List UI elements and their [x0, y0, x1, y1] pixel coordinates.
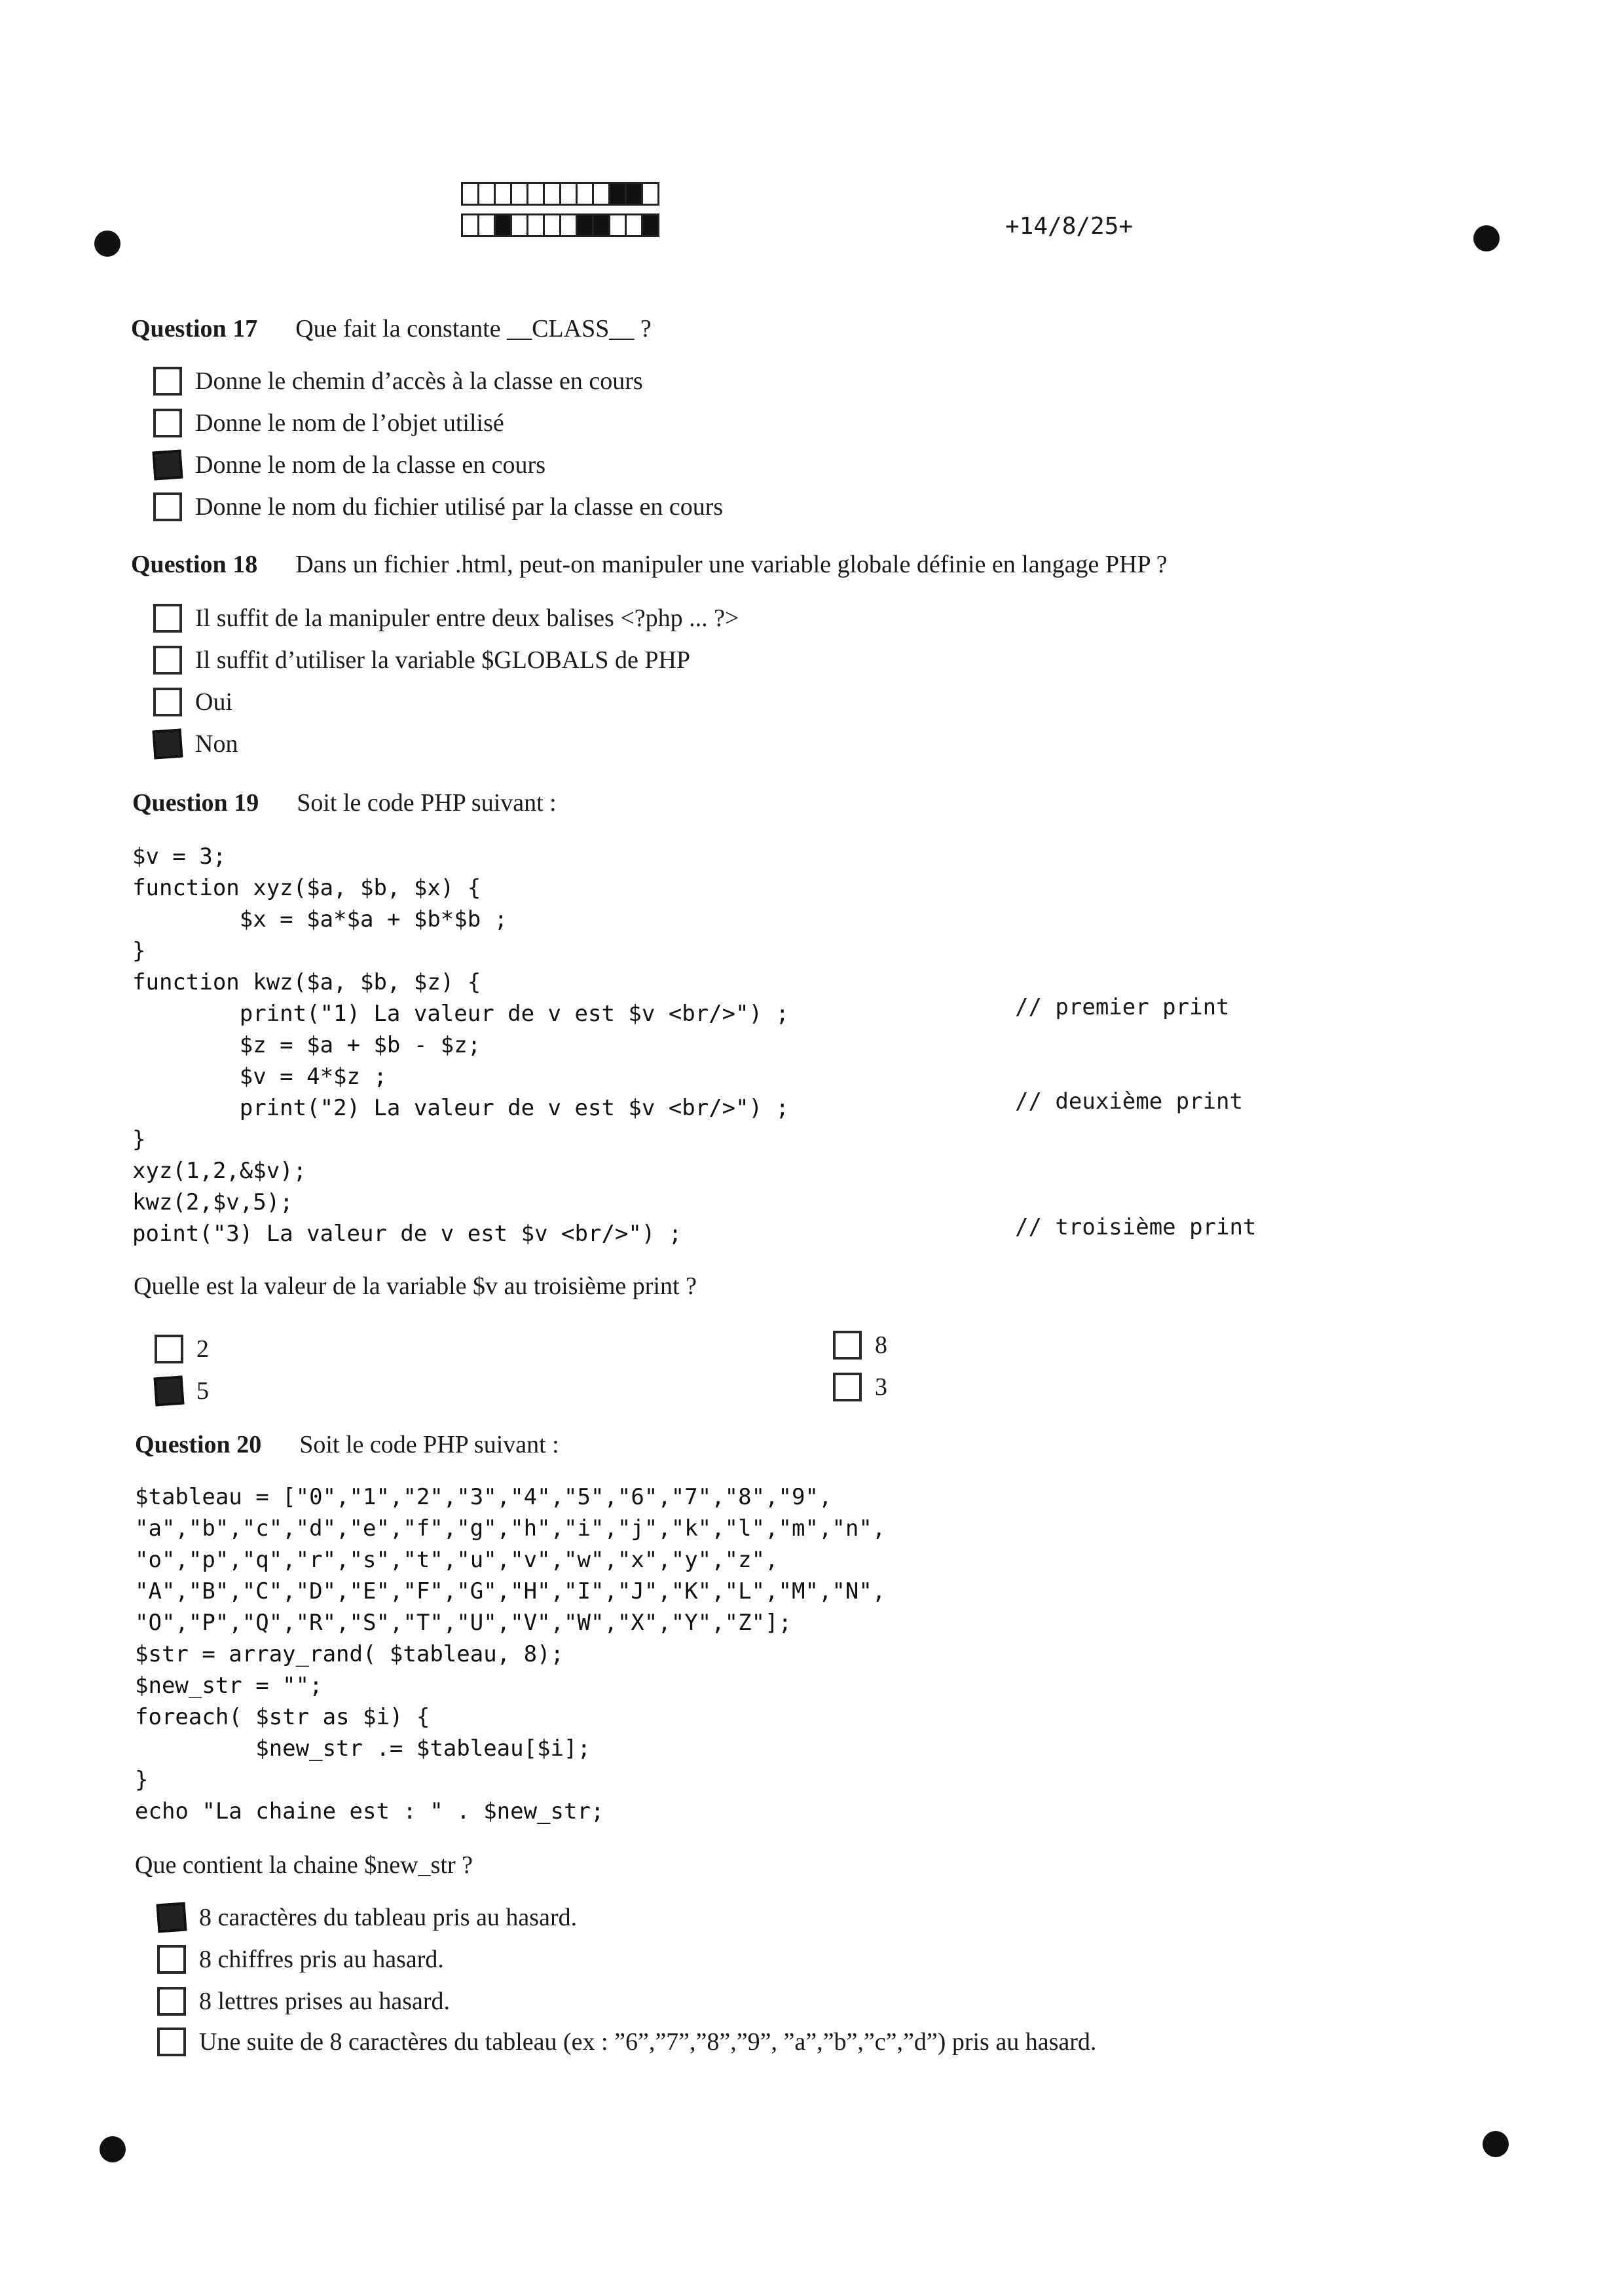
question-19-subquestion: Quelle est la valeur de la variable $v au troisième print ? — [134, 1272, 697, 1300]
checkbox[interactable] — [153, 450, 183, 481]
question-prompt: Que fait la constante __CLASS__ ? — [295, 315, 652, 343]
id-code-row-1 — [461, 182, 657, 206]
id-code-cell — [576, 213, 594, 237]
question-20-header — [135, 1430, 559, 1459]
question-20-subquestion: Que contient la chaine $new_str ? — [135, 1851, 473, 1879]
q18-option-4[interactable] — [153, 730, 238, 758]
question-number: Question 19 — [132, 789, 259, 817]
id-code-cell — [510, 213, 528, 237]
id-code-cell — [625, 213, 643, 237]
id-code-cell — [641, 182, 659, 206]
option-label: 5 — [196, 1377, 209, 1405]
code-comment-2: // deuxième print — [1015, 1088, 1243, 1115]
question-number: Question 20 — [135, 1431, 262, 1458]
checkbox[interactable] — [153, 604, 182, 633]
q18-option-3[interactable] — [153, 688, 232, 716]
question-prompt: Soit le code PHP suivant : — [297, 789, 557, 817]
option-label: Oui — [195, 688, 232, 716]
checkbox[interactable] — [153, 688, 182, 716]
checkbox[interactable] — [153, 367, 182, 396]
code-comment-1: // premier print — [1015, 994, 1230, 1020]
checkbox[interactable] — [157, 2028, 186, 2056]
checkbox[interactable] — [155, 1335, 183, 1363]
checkbox[interactable] — [153, 409, 182, 437]
id-code-cell — [559, 213, 578, 237]
q19-option-8[interactable] — [833, 1331, 887, 1360]
page-code: +14/8/25+ — [1005, 213, 1134, 240]
id-code-cell — [625, 182, 643, 206]
q19-option-5[interactable] — [155, 1377, 209, 1405]
option-label: Donne le nom de la classe en cours — [195, 451, 545, 479]
q20-option-3[interactable] — [157, 1987, 450, 2016]
id-code-cell — [494, 182, 512, 206]
id-code-cell — [592, 182, 610, 206]
registration-mark-top-left — [94, 231, 120, 257]
question-17-header — [131, 314, 652, 343]
checkbox[interactable] — [153, 729, 183, 760]
option-label: 3 — [875, 1373, 887, 1401]
id-code-cell — [494, 213, 512, 237]
q20-option-4[interactable] — [157, 2028, 1096, 2056]
q18-option-2[interactable] — [153, 646, 690, 675]
id-code-cell — [608, 182, 627, 206]
option-label: Il suffit d’utiliser la variable $GLOBALS de PHP — [195, 646, 691, 674]
q19-option-3[interactable] — [833, 1373, 887, 1401]
question-number: Question 18 — [131, 551, 258, 578]
id-code-cell — [477, 213, 496, 237]
id-code-cell — [576, 182, 594, 206]
option-label: 8 caractères du tableau pris au hasard. — [199, 1904, 578, 1931]
registration-mark-top-right — [1473, 225, 1500, 251]
q20-option-1[interactable] — [157, 1903, 577, 1932]
id-code-row-2 — [461, 213, 657, 237]
id-code-cell — [461, 182, 479, 206]
q17-option-4[interactable] — [153, 492, 723, 521]
option-label: Non — [195, 730, 238, 758]
option-label: 2 — [196, 1335, 209, 1363]
q17-option-1[interactable] — [153, 367, 643, 396]
id-code-cell — [608, 213, 627, 237]
checkbox[interactable] — [157, 1945, 186, 1974]
question-prompt: Soit le code PHP suivant : — [299, 1431, 559, 1458]
id-code-cell — [559, 182, 578, 206]
q19-option-2[interactable] — [155, 1335, 209, 1363]
checkbox[interactable] — [833, 1373, 862, 1401]
checkbox[interactable] — [153, 646, 182, 675]
checkbox[interactable] — [157, 1902, 187, 1933]
id-code-cell — [526, 213, 545, 237]
id-code-cell — [477, 182, 496, 206]
option-label: Donne le nom de l’objet utilisé — [195, 409, 504, 437]
option-label: Donne le chemin d’accès à la classe en cours — [195, 367, 643, 395]
checkbox[interactable] — [154, 1376, 185, 1407]
option-label: 8 — [875, 1331, 887, 1359]
code-comment-3: // troisième print — [1015, 1214, 1257, 1240]
checkbox[interactable] — [833, 1331, 862, 1360]
code-block-q19: $v = 3; function xyz($a, $b, $x) { $x = $a*$a + $b*$b ; } function kwz($a, $b, $z) { print("1) La valeur de v est $v <br/>") ; $z = $a + $b - $z; $v = 4*$z ; print("2) La valeur de v est $v <br/>") ; } xyz(1,2,&$v); kwz(2,$v,5); point("3) La valeur de v est $v <br/>") ; — [132, 843, 790, 1247]
option-label: 8 chiffres pris au hasard. — [199, 1946, 444, 1973]
question-19-header — [132, 788, 557, 817]
registration-mark-bottom-right — [1483, 2131, 1509, 2157]
option-label: Donne le nom du fichier utilisé par la classe en cours — [195, 493, 724, 521]
option-label: 8 lettres prises au hasard. — [199, 1988, 451, 2015]
id-code-cell — [641, 213, 659, 237]
id-code-cell — [543, 213, 561, 237]
question-18-header — [131, 550, 1168, 579]
id-code-cell — [543, 182, 561, 206]
id-code-cell — [592, 213, 610, 237]
q20-option-2[interactable] — [157, 1945, 444, 1974]
id-code-cell — [510, 182, 528, 206]
checkbox[interactable] — [153, 492, 182, 521]
q17-option-2[interactable] — [153, 409, 504, 437]
registration-mark-bottom-left — [100, 2136, 126, 2162]
question-number: Question 17 — [131, 315, 258, 343]
option-label: Il suffit de la manipuler entre deux balises <?php ... ?> — [195, 604, 739, 632]
q17-option-3[interactable] — [153, 451, 545, 479]
option-label: Une suite de 8 caractères du tableau (ex : ”6”,”7”,”8”,”9”, ”a”,”b”,”c”,”d”) pris au hasard. — [199, 2028, 1097, 2056]
q18-option-1[interactable] — [153, 604, 739, 633]
id-code-cell — [526, 182, 545, 206]
question-prompt: Dans un fichier .html, peut-on manipuler une variable globale définie en langage PHP ? — [295, 551, 1168, 578]
code-block-q20: $tableau = ["0","1","2","3","4","5","6","7","8","9", "a","b","c","d","e","f","g","h","i","j","k","l","m","n", "o","p","q","r","s","t","u","v","w","x","y","z", "A","B","C","D","E","F","G","H","I","J","K","L","M","N", "O","P","Q","R","S","T","U","V","W","X","Y","Z"]; $str = array_rand( $tableau, 8); $new_str = ""; foreach( $str as $i) { $new_str .= $tableau[$i]; } echo "La chaine est : " . $new_str; — [135, 1484, 886, 1824]
id-code-cell — [461, 213, 479, 237]
checkbox[interactable] — [157, 1987, 186, 2016]
